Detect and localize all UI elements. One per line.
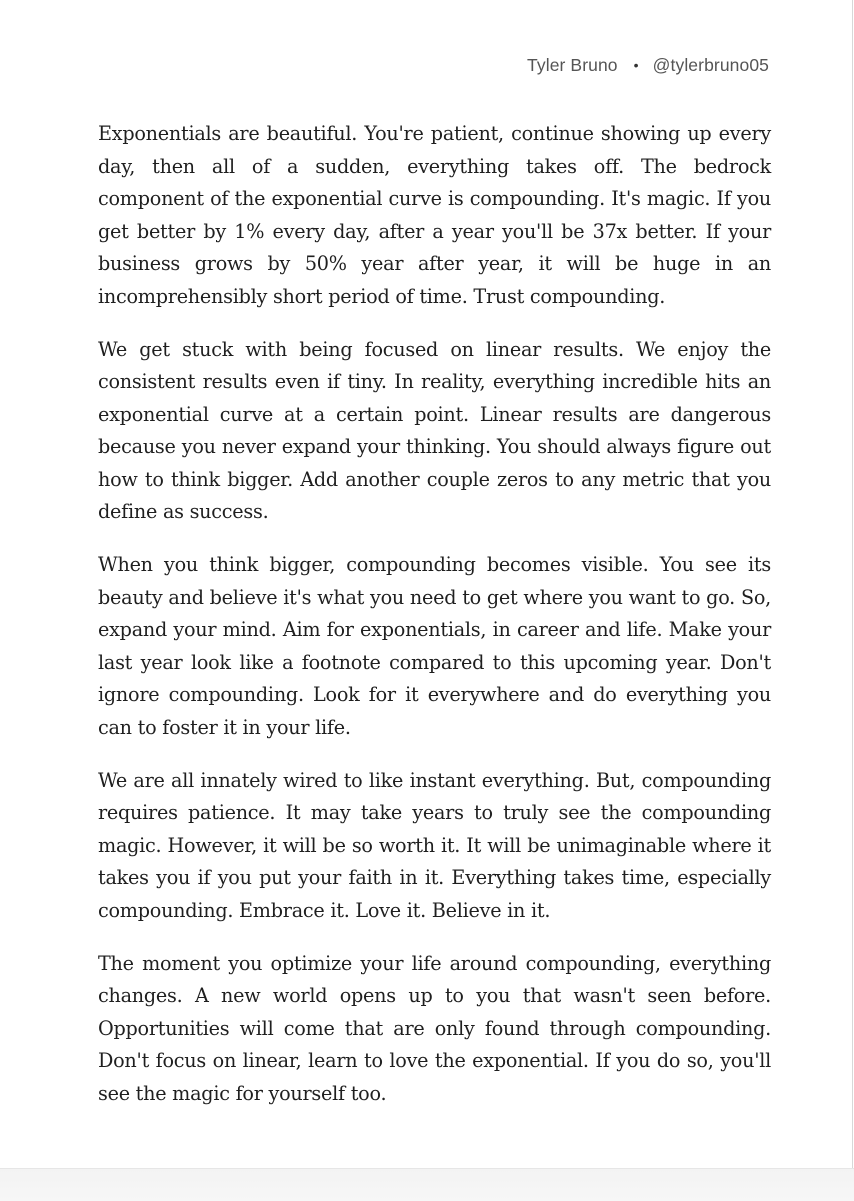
page-bottom-edge xyxy=(0,1168,854,1201)
essay-body xyxy=(98,118,771,1131)
paragraph-2: We get stuck with being focused on linear results. We enjoy the consistent results even if tiny. In reality, everything incredible hits an exponential curve at a certain point. Linear results are dangerous because you never expand your thinking. You should always figure out how to think bigger. Add another couple zeros to any metric that you define as success. xyxy=(98,337,771,523)
paragraph-5: The moment you optimize your life around compounding, everything changes. A new world opens up to you that wasn't seen before. Opportunities will come that are only found through compounding. Don't focus on linear, learn to love the exponential. If you do so, you'll see the magic for yourself too. xyxy=(98,951,771,1105)
author-handle: @tylerbruno05 xyxy=(652,55,769,75)
author-header xyxy=(527,55,769,76)
paragraph-3: When you think bigger, compounding becomes visible. You see its beauty and believe it's what you need to get where you want to go. So, expand your mind. Aim for exponentials, in career and life. Make your last year look like a footnote compared to this upcoming year. Don't ignore compounding. Look for it everywhere and do everything you can to foster it in your life. xyxy=(98,553,771,739)
paragraph-1: Exponentials are beautiful. You're patient, continue showing up every day, then all of a sudden, everything takes off. The bedrock component of the exponential curve is compounding. It's magic. If you get better by 1% every day, after a year you'll be 37x better. If your business grows by 50% year after year, it will be huge in an incomprehensibly short period of time. Trust compounding. xyxy=(98,122,771,308)
author-name: Tyler Bruno xyxy=(527,55,618,75)
separator-dot: • xyxy=(633,57,639,73)
paragraph-4: We are all innately wired to like instant everything. But, compounding requires patience. It may take years to truly see the compounding magic. However, it will be so worth it. It will be unimaginable where it takes you if you put your faith in it. Everything takes time, especially compounding. Embrace it. Love it. Believe in it. xyxy=(98,768,771,922)
